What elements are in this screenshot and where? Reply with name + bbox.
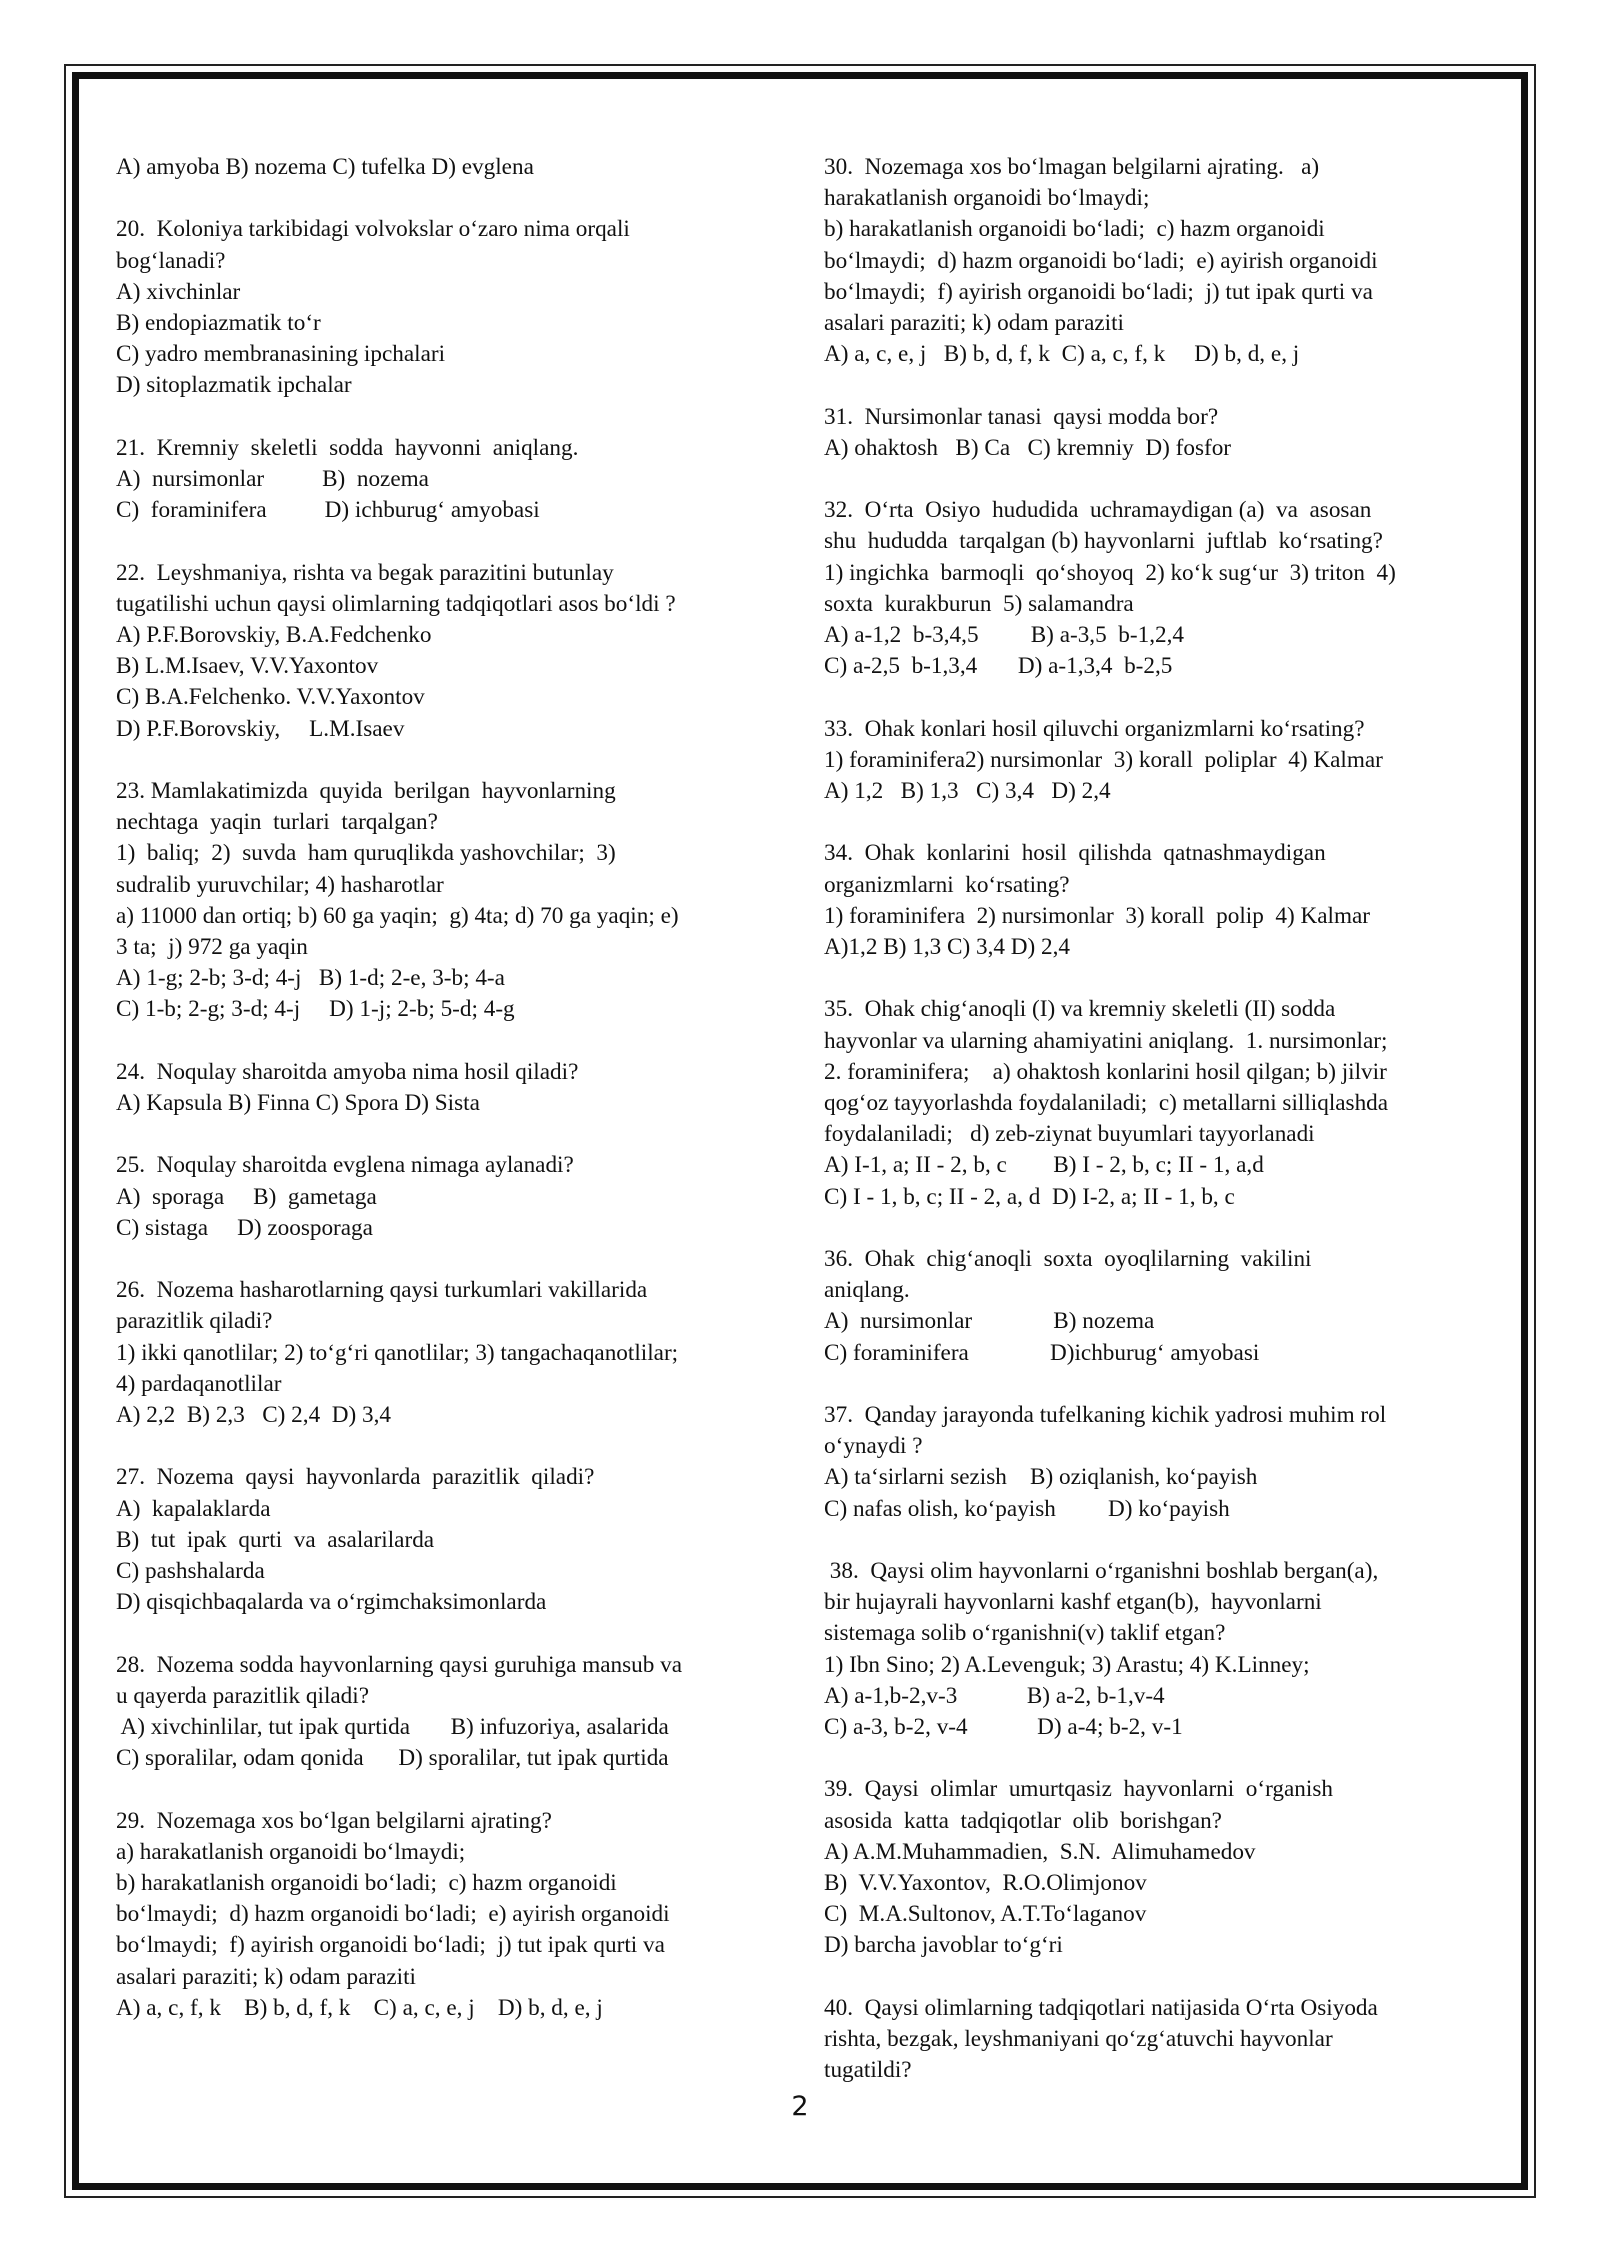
question-line: 25. Noqulay sharoitda evglena nimaga aylanadi? xyxy=(116,1152,574,1179)
question-line: A) A.M.Muhammadien, S.N. Alimuhamedov xyxy=(824,1838,1256,1865)
question-line: C) 1-b; 2-g; 3-d; 4-j D) 1-j; 2-b; 5-d; 4-g xyxy=(116,996,515,1023)
question-q29 xyxy=(116,1806,796,2024)
question-line: aniqlang. xyxy=(824,1277,910,1304)
question-line: 22. Leyshmaniya, rishta va begak parazitini butunlay xyxy=(116,559,614,586)
question-line: C) nafas olish, ko‘payish D) ko‘payish xyxy=(824,1495,1230,1522)
question-line: asalari paraziti; k) odam paraziti xyxy=(116,1963,416,1990)
question-line: B) V.V.Yaxontov, R.O.Olimjonov xyxy=(824,1870,1147,1897)
question-q37 xyxy=(824,1400,1494,1525)
question-line: organizmlarni ko‘rsating? xyxy=(824,871,1070,898)
question-line: C) M.A.Sultonov, A.T.To‘laganov xyxy=(824,1901,1147,1928)
question-line: 39. Qaysi olimlar umurtqasiz hayvonlarni o‘rganish xyxy=(824,1776,1333,1803)
question-line: A) nursimonlar B) nozema xyxy=(824,1308,1155,1335)
question-line: A) I-1, a; II - 2, b, c B) I - 2, b, c; II - 1, a,d xyxy=(824,1152,1264,1179)
question-line: o‘ynaydi ? xyxy=(824,1433,923,1460)
question-line: A) 1-g; 2-b; 3-d; 4-j B) 1-d; 2-e, 3-b; 4-a xyxy=(116,965,505,992)
question-line: 1) foraminifera 2) nursimonlar 3) korall polip 4) Kalmar xyxy=(824,902,1371,929)
question-q22 xyxy=(116,558,796,745)
question-line: B) L.M.Isaev, V.V.Yaxontov xyxy=(116,653,379,680)
question-line: C) pashshalarda xyxy=(116,1558,265,1585)
question-line: C) sistaga D) zoosporaga xyxy=(116,1214,373,1241)
question-line: 33. Ohak konlari hosil qiluvchi organizmlarni ko‘rsating? xyxy=(824,715,1365,742)
question-line: 40. Qaysi olimlarning tadqiqotlari natijasida O‘rta Osiyoda xyxy=(824,1994,1378,2021)
question-line: 21. Kremniy skeletli sodda hayvonni aniqlang. xyxy=(116,434,579,461)
question-line: b) harakatlanish organoidi bo‘ladi; c) hazm organoidi xyxy=(824,216,1325,243)
question-line: 2. foraminifera; a) ohaktosh konlarini hosil qilgan; b) jilvir xyxy=(824,1058,1387,1085)
question-line: tugatildi? xyxy=(824,2057,912,2084)
question-line: nechtaga yaqin turlari tarqalgan? xyxy=(116,809,438,836)
question-line: a) harakatlanish organoidi bo‘lmaydi; xyxy=(116,1838,466,1865)
question-line: C) B.A.Felchenko. V.V.Yaxontov xyxy=(116,684,425,711)
question-line: C) sporalilar, odam qonida D) sporalilar, tut ipak qurtida xyxy=(116,1745,669,1772)
question-line: 3 ta; j) 972 ga yaqin xyxy=(116,934,308,961)
question-line: 4) pardaqanotlilar xyxy=(116,1370,282,1397)
question-q38 xyxy=(824,1556,1494,1743)
question-q40 xyxy=(824,1993,1494,2087)
question-line: C) a-2,5 b-1,3,4 D) a-1,3,4 b-2,5 xyxy=(824,653,1173,680)
question-line: qog‘oz tayyorlashda foydalaniladi; c) metallarni silliqlashda xyxy=(824,1090,1389,1117)
question-line: bo‘lmaydi; f) ayirish organoidi bo‘ladi; j) tut ipak qurti va xyxy=(824,278,1373,305)
question-q31 xyxy=(824,402,1494,464)
question-line: harakatlanish organoidi bo‘lmaydi; xyxy=(824,185,1150,212)
question-line: parazitlik qiladi? xyxy=(116,1308,273,1335)
question-line: 1) Ibn Sino; 2) A.Levenguk; 3) Arastu; 4) K.Linney; xyxy=(824,1651,1310,1678)
question-line: A) a, c, f, k B) b, d, f, k C) a, c, e, j D) b, d, e, j xyxy=(116,1994,603,2021)
question-q30 xyxy=(824,152,1494,370)
question-line: A) nursimonlar B) nozema xyxy=(116,466,429,492)
question-line: A) sporaga B) gametaga xyxy=(116,1183,377,1210)
question-q19-options xyxy=(116,152,796,183)
question-line: 1) foraminifera2) nursimonlar 3) korall poliplar 4) Kalmar xyxy=(824,746,1383,773)
question-line: a) 11000 dan ortiq; b) 60 ga yaqin; g) 4ta; d) 70 ga yaqin; e) xyxy=(116,902,679,929)
question-line: A) xivchinlilar, tut ipak qurtida B) infuzoriya, asalarida xyxy=(116,1714,669,1741)
question-line: b) harakatlanish organoidi bo‘ladi; c) hazm organoidi xyxy=(116,1870,617,1897)
page-number: 2 xyxy=(791,2091,809,2122)
question-line: bir hujayrali hayvonlarni kashf etgan(b), hayvonlarni xyxy=(824,1589,1322,1616)
question-line: soxta kurakburun 5) salamandra xyxy=(824,590,1134,617)
question-line: D) qisqichbaqalarda va o‘rgimchaksimonlarda xyxy=(116,1589,547,1616)
question-line: 35. Ohak chig‘anoqli (I) va kremniy skeletli (II) sodda xyxy=(824,996,1336,1023)
question-q28 xyxy=(116,1650,796,1775)
question-line: A) 2,2 B) 2,3 C) 2,4 D) 3,4 xyxy=(116,1402,392,1429)
question-line: asosida katta tadqiqotlar olib borishgan? xyxy=(824,1807,1222,1834)
left-column xyxy=(116,152,796,2024)
question-line: sistemaga solib o‘rganishni(v) taklif etgan? xyxy=(824,1620,1226,1647)
question-line: asalari paraziti; k) odam paraziti xyxy=(824,310,1124,337)
question-line: A) amyoba B) nozema C) tufelka D) evglena xyxy=(116,154,534,180)
question-line: A) 1,2 B) 1,3 C) 3,4 D) 2,4 xyxy=(824,778,1111,805)
question-line: D) sitoplazmatik ipchalar xyxy=(116,372,352,399)
question-q35 xyxy=(824,994,1494,1212)
question-q25 xyxy=(116,1150,796,1244)
question-line: 38. Qaysi olim hayvonlarni o‘rganishni boshlab bergan(a), xyxy=(824,1558,1379,1585)
question-q33 xyxy=(824,714,1494,808)
question-line: 1) ingichka barmoqli qo‘shoyoq 2) ko‘k sug‘ur 3) triton 4) xyxy=(824,559,1396,586)
question-line: A) a-1,2 b-3,4,5 B) a-3,5 b-1,2,4 xyxy=(824,622,1184,649)
question-line: 32. O‘rta Osiyo hududida uchramaydigan (a) va asosan xyxy=(824,497,1372,524)
question-line: 1) ikki qanotlilar; 2) to‘g‘ri qanotlilar; 3) tangachaqanotlilar; xyxy=(116,1339,679,1366)
right-column xyxy=(824,152,1494,2086)
question-line: 28. Nozema sodda hayvonlarning qaysi guruhiga mansub va xyxy=(116,1651,683,1678)
question-line: 30. Nozemaga xos bo‘lmagan belgilarni ajrating. a) xyxy=(824,154,1320,180)
question-line: A)1,2 B) 1,3 C) 3,4 D) 2,4 xyxy=(824,934,1071,961)
question-q27 xyxy=(116,1462,796,1618)
question-line: C) foraminifera D)ichburug‘ amyobasi xyxy=(824,1339,1260,1366)
question-line: A) ohaktosh B) Ca C) kremniy D) fosfor xyxy=(824,434,1232,461)
question-q20 xyxy=(116,214,796,401)
question-line: hayvonlar va ularning ahamiyatini aniqlang. 1. nursimonlar; xyxy=(824,1027,1388,1054)
question-line: 29. Nozemaga xos bo‘lgan belgilarni ajrating? xyxy=(116,1807,552,1834)
question-line: B) endopiazmatik to‘r xyxy=(116,310,321,336)
question-line: sudralib yuruvchilar; 4) hasharotlar xyxy=(116,871,444,898)
question-line: 27. Nozema qaysi hayvonlarda parazitlik qiladi? xyxy=(116,1464,595,1491)
question-line: 23. Mamlakatimizda quyida berilgan hayvonlarning xyxy=(116,778,616,804)
question-line: C) a-3, b-2, v-4 D) a-4; b-2, v-1 xyxy=(824,1714,1183,1741)
question-q34 xyxy=(824,838,1494,963)
question-line: A) a, c, e, j B) b, d, f, k C) a, c, f, k D) b, d, e, j xyxy=(824,341,1300,368)
question-line: A) ta‘sirlarni sezish B) oziqlanish, ko‘payish xyxy=(824,1464,1258,1491)
question-line: tugatilishi uchun qaysi olimlarning tadqiqotlari asos bo‘ldi ? xyxy=(116,590,676,617)
question-line: 34. Ohak konlarini hosil qilishda qatnashmaydigan xyxy=(824,840,1326,867)
question-line: A) kapalaklarda xyxy=(116,1495,271,1522)
question-line: 36. Ohak chig‘anoqli soxta oyoqlilarning vakilini xyxy=(824,1246,1312,1273)
question-q36 xyxy=(824,1244,1494,1369)
question-line: bo‘lmaydi; d) hazm organoidi bo‘ladi; e) ayirish organoidi xyxy=(116,1901,670,1928)
question-line: D) P.F.Borovskiy, L.M.Isaev xyxy=(116,715,405,742)
question-line: C) yadro membranasining ipchalari xyxy=(116,341,446,368)
question-line: 20. Koloniya tarkibidagi volvokslar o‘zaro nima orqali xyxy=(116,216,630,243)
question-line: 24. Noqulay sharoitda amyoba nima hosil qiladi? xyxy=(116,1058,579,1085)
question-line: D) barcha javoblar to‘g‘ri xyxy=(824,1932,1063,1959)
question-q26 xyxy=(116,1275,796,1431)
question-line: foydalaniladi; d) zeb-ziynat buyumlari tayyorlanadi xyxy=(824,1121,1315,1148)
question-line: bo‘lmaydi; f) ayirish organoidi bo‘ladi; j) tut ipak qurti va xyxy=(116,1932,665,1959)
question-q32 xyxy=(824,495,1494,682)
question-line: A) a-1,b-2,v-3 B) a-2, b-1,v-4 xyxy=(824,1682,1165,1709)
question-q24 xyxy=(116,1057,796,1119)
question-line: B) tut ipak qurti va asalarilarda xyxy=(116,1526,435,1553)
question-line: 31. Nursimonlar tanasi qaysi modda bor? xyxy=(824,403,1219,430)
question-line: A) Kapsula B) Finna C) Spora D) Sista xyxy=(116,1090,480,1117)
question-line: shu hududda tarqalgan (b) hayvonlarni juftlab ko‘rsating? xyxy=(824,528,1383,555)
question-line: A) P.F.Borovskiy, B.A.Fedchenko xyxy=(116,622,432,648)
question-line: A) xivchinlar xyxy=(116,278,241,305)
question-q39 xyxy=(824,1774,1494,1961)
question-line: C) foraminifera D) ichburug‘ amyobasi xyxy=(116,497,540,524)
question-line: 37. Qanday jarayonda tufelkaning kichik yadrosi muhim rol xyxy=(824,1402,1387,1429)
question-line: C) I - 1, b, c; II - 2, a, d D) I-2, a; II - 1, b, c xyxy=(824,1183,1235,1210)
question-line: u qayerda parazitlik qiladi? xyxy=(116,1682,370,1709)
question-q23 xyxy=(116,776,796,1026)
question-line: 26. Nozema hasharotlarning qaysi turkumlari vakillarida xyxy=(116,1277,648,1304)
question-line: bog‘lanadi? xyxy=(116,247,226,274)
question-line: rishta, bezgak, leyshmaniyani qo‘zg‘atuvchi hayvonlar xyxy=(824,2026,1333,2053)
question-q21 xyxy=(116,433,796,527)
question-line: 1) baliq; 2) suvda ham quruqlikda yashovchilar; 3) xyxy=(116,840,616,867)
question-line: bo‘lmaydi; d) hazm organoidi bo‘ladi; e) ayirish organoidi xyxy=(824,247,1378,274)
